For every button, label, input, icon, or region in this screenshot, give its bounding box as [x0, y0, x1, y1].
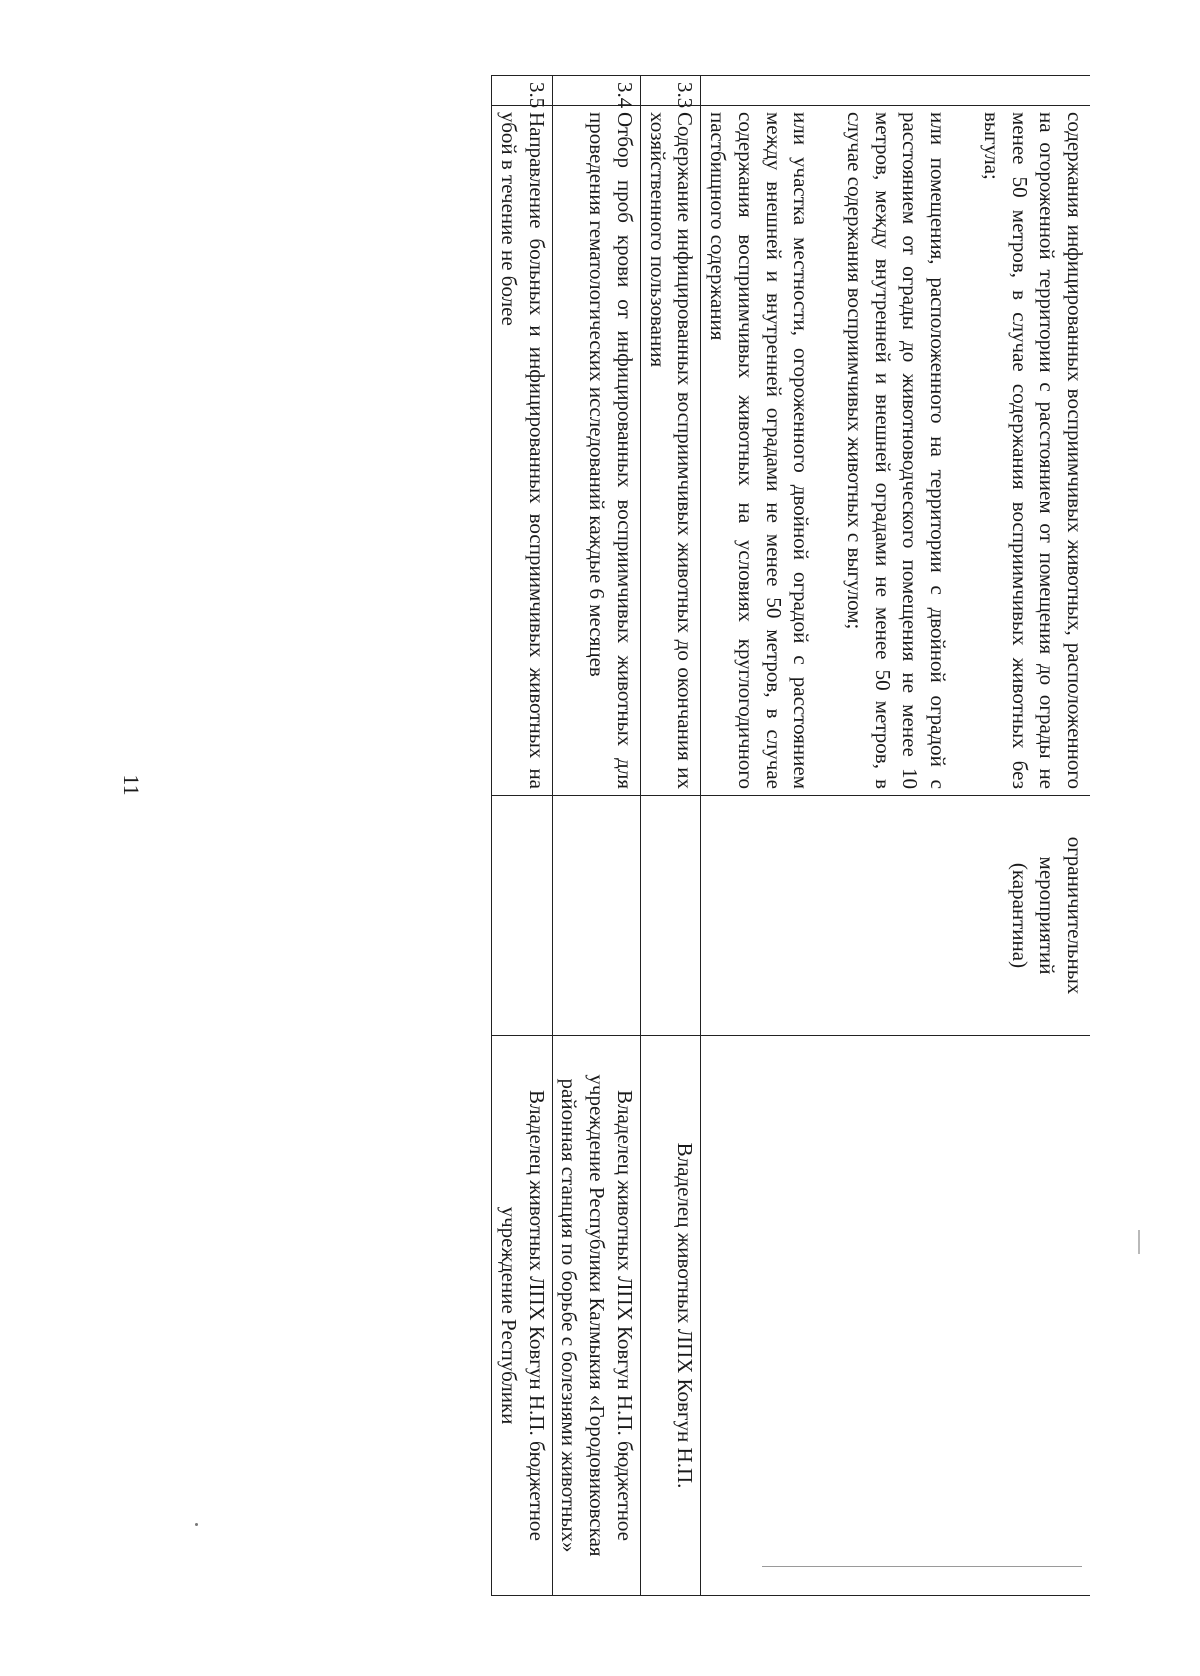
responsible-cell	[701, 1036, 1090, 1596]
measures-table	[491, 75, 1090, 1596]
binding-mark	[1138, 1230, 1140, 1254]
action-cell: Отбор проб крови от инфицированных восприимчивых животных для проведения гематологических исследований каждые 6 месяцев	[552, 106, 640, 796]
bottom-rule	[762, 1566, 1082, 1567]
responsible-cell: Владелец животных ЛПХ Ковгун Н.П. бюджетное учреждение Республики	[492, 1036, 552, 1596]
action-cell: Содержание инфицированных восприимчивых животных до окончания их хозяйственного пользования	[640, 106, 700, 796]
responsible-cell: Владелец животных ЛПХ Ковгун Н.П. бюджетное учреждение Республики Калмыкия «Городовиковская районная станция по борьбе с болезнями животных»	[552, 1036, 640, 1596]
table-row	[552, 76, 640, 1596]
action-cell: Направление больных и инфицированных восприимчивых животных на убой в течение не более	[492, 106, 552, 796]
row-number: 3.4	[552, 76, 640, 106]
table-row	[701, 76, 1090, 1596]
row-number: 3.5	[492, 76, 552, 106]
responsible-cell: Владелец животных ЛПХ Ковгун Н.П.	[640, 1036, 700, 1596]
action-paragraph: или участка местности, огороженного двойной оградой с расстоянием между внешней и внутренней оградами не менее 50 метров, в случае содержания восприимчивых животных на условиях круглогодичного пастбищного содержания	[706, 112, 814, 789]
rotated-document-page	[170, 75, 1090, 1660]
term-cell	[640, 796, 700, 1036]
action-paragraph: или помещения, расположенного на территории с двойной оградой с расстоянием от ограды до животноводческого помещения не менее 10 метров, между внутренней и внешней оградами не менее 50 метров, в случае содержания восприимчивых животных с выгулом;	[842, 112, 951, 789]
action-paragraph: содержания инфицированных восприимчивых животных, расположенного на огороженной территории с расстоянием от помещения до ограды не менее 50 метров, в случае содержания восприимчивых животных без выгула;	[979, 112, 1087, 789]
row-number	[701, 76, 1090, 106]
term-cell	[492, 796, 552, 1036]
row-number: 3.3	[640, 76, 700, 106]
term-cell	[552, 796, 640, 1036]
term-cell: ограничительных мероприятий (карантина)	[701, 796, 1090, 1036]
table-row	[492, 76, 552, 1596]
page-number: 11	[119, 774, 144, 796]
action-cell	[701, 106, 1090, 796]
table-row	[640, 76, 700, 1596]
scan-speck	[195, 1523, 198, 1526]
